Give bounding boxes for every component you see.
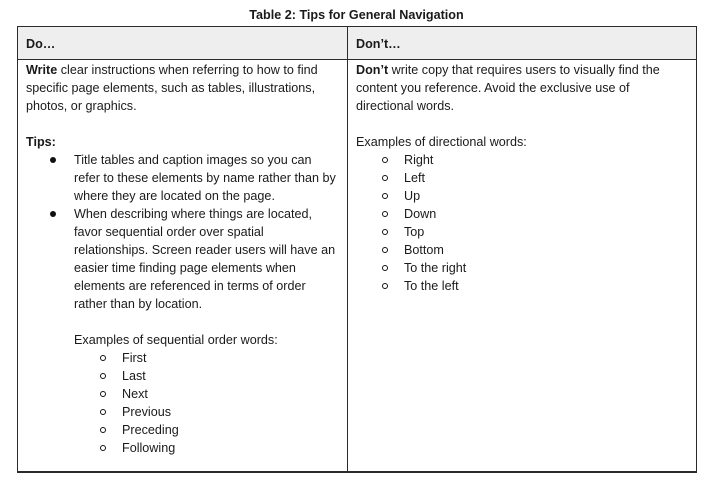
directional-word: Top (404, 223, 688, 241)
circle-bullet-icon (100, 445, 106, 451)
content-row (18, 60, 697, 473)
circle-bullet-icon (382, 175, 388, 181)
header-do: Do… (18, 27, 348, 60)
tips-label: Tips: (26, 135, 56, 149)
sequential-word: Following (122, 439, 339, 457)
circle-bullet-icon (382, 211, 388, 217)
tip-item: Title tables and caption images so you can refer to these elements by name rather than by where they are located on the page. (74, 151, 339, 205)
directional-word: Down (404, 205, 688, 223)
header-row (18, 27, 697, 60)
dont-intro (356, 61, 688, 115)
do-intro-text: clear instructions when referring to how to find specific page elements, such as tables, illustrations, photos, or graphics. (26, 63, 318, 113)
circle-bullet-icon (100, 355, 106, 361)
circle-bullet-icon (382, 283, 388, 289)
circle-bullet-icon (382, 229, 388, 235)
directional-word: Left (404, 169, 688, 187)
circle-bullet-icon (382, 265, 388, 271)
sequential-word: Last (122, 367, 339, 385)
circle-bullet-icon (100, 373, 106, 379)
circle-bullet-icon (382, 193, 388, 199)
header-dont: Don’t… (348, 27, 697, 60)
tips-list (26, 151, 339, 313)
sequential-word: First (122, 349, 339, 367)
circle-bullet-icon (382, 247, 388, 253)
table-caption: Table 2: Tips for General Navigation (249, 8, 464, 22)
circle-bullet-icon (100, 391, 106, 397)
directional-word: Right (404, 151, 688, 169)
do-cell (18, 60, 348, 473)
sequential-word: Previous (122, 403, 339, 421)
circle-bullet-icon (100, 409, 106, 415)
sequential-label: Examples of sequential order words: (74, 333, 278, 347)
directional-word: Up (404, 187, 688, 205)
directional-word: To the left (404, 277, 688, 295)
sequential-words-list (26, 349, 339, 457)
tip-item: When describing where things are located, favor sequential order over spatial relationships. Screen reader users will have an easier time finding page elements when elements are referenced in terms of order rather than by location. (74, 205, 339, 313)
bullet-icon (50, 211, 56, 217)
dont-intro-bold: Don’t (356, 63, 389, 77)
directional-word: To the right (404, 259, 688, 277)
circle-bullet-icon (100, 427, 106, 433)
do-intro (26, 61, 339, 115)
bullet-icon (50, 157, 56, 163)
tips-table (17, 26, 697, 473)
directional-label: Examples of directional words: (356, 135, 527, 149)
do-intro-bold: Write (26, 63, 58, 77)
dont-intro-text: write copy that requires users to visually find the content you reference. Avoid the exclusive use of directional words. (356, 63, 660, 113)
dont-cell (348, 60, 697, 473)
sequential-word: Preceding (122, 421, 339, 439)
directional-words-list (356, 151, 688, 295)
sequential-word: Next (122, 385, 339, 403)
directional-word: Bottom (404, 241, 688, 259)
circle-bullet-icon (382, 157, 388, 163)
